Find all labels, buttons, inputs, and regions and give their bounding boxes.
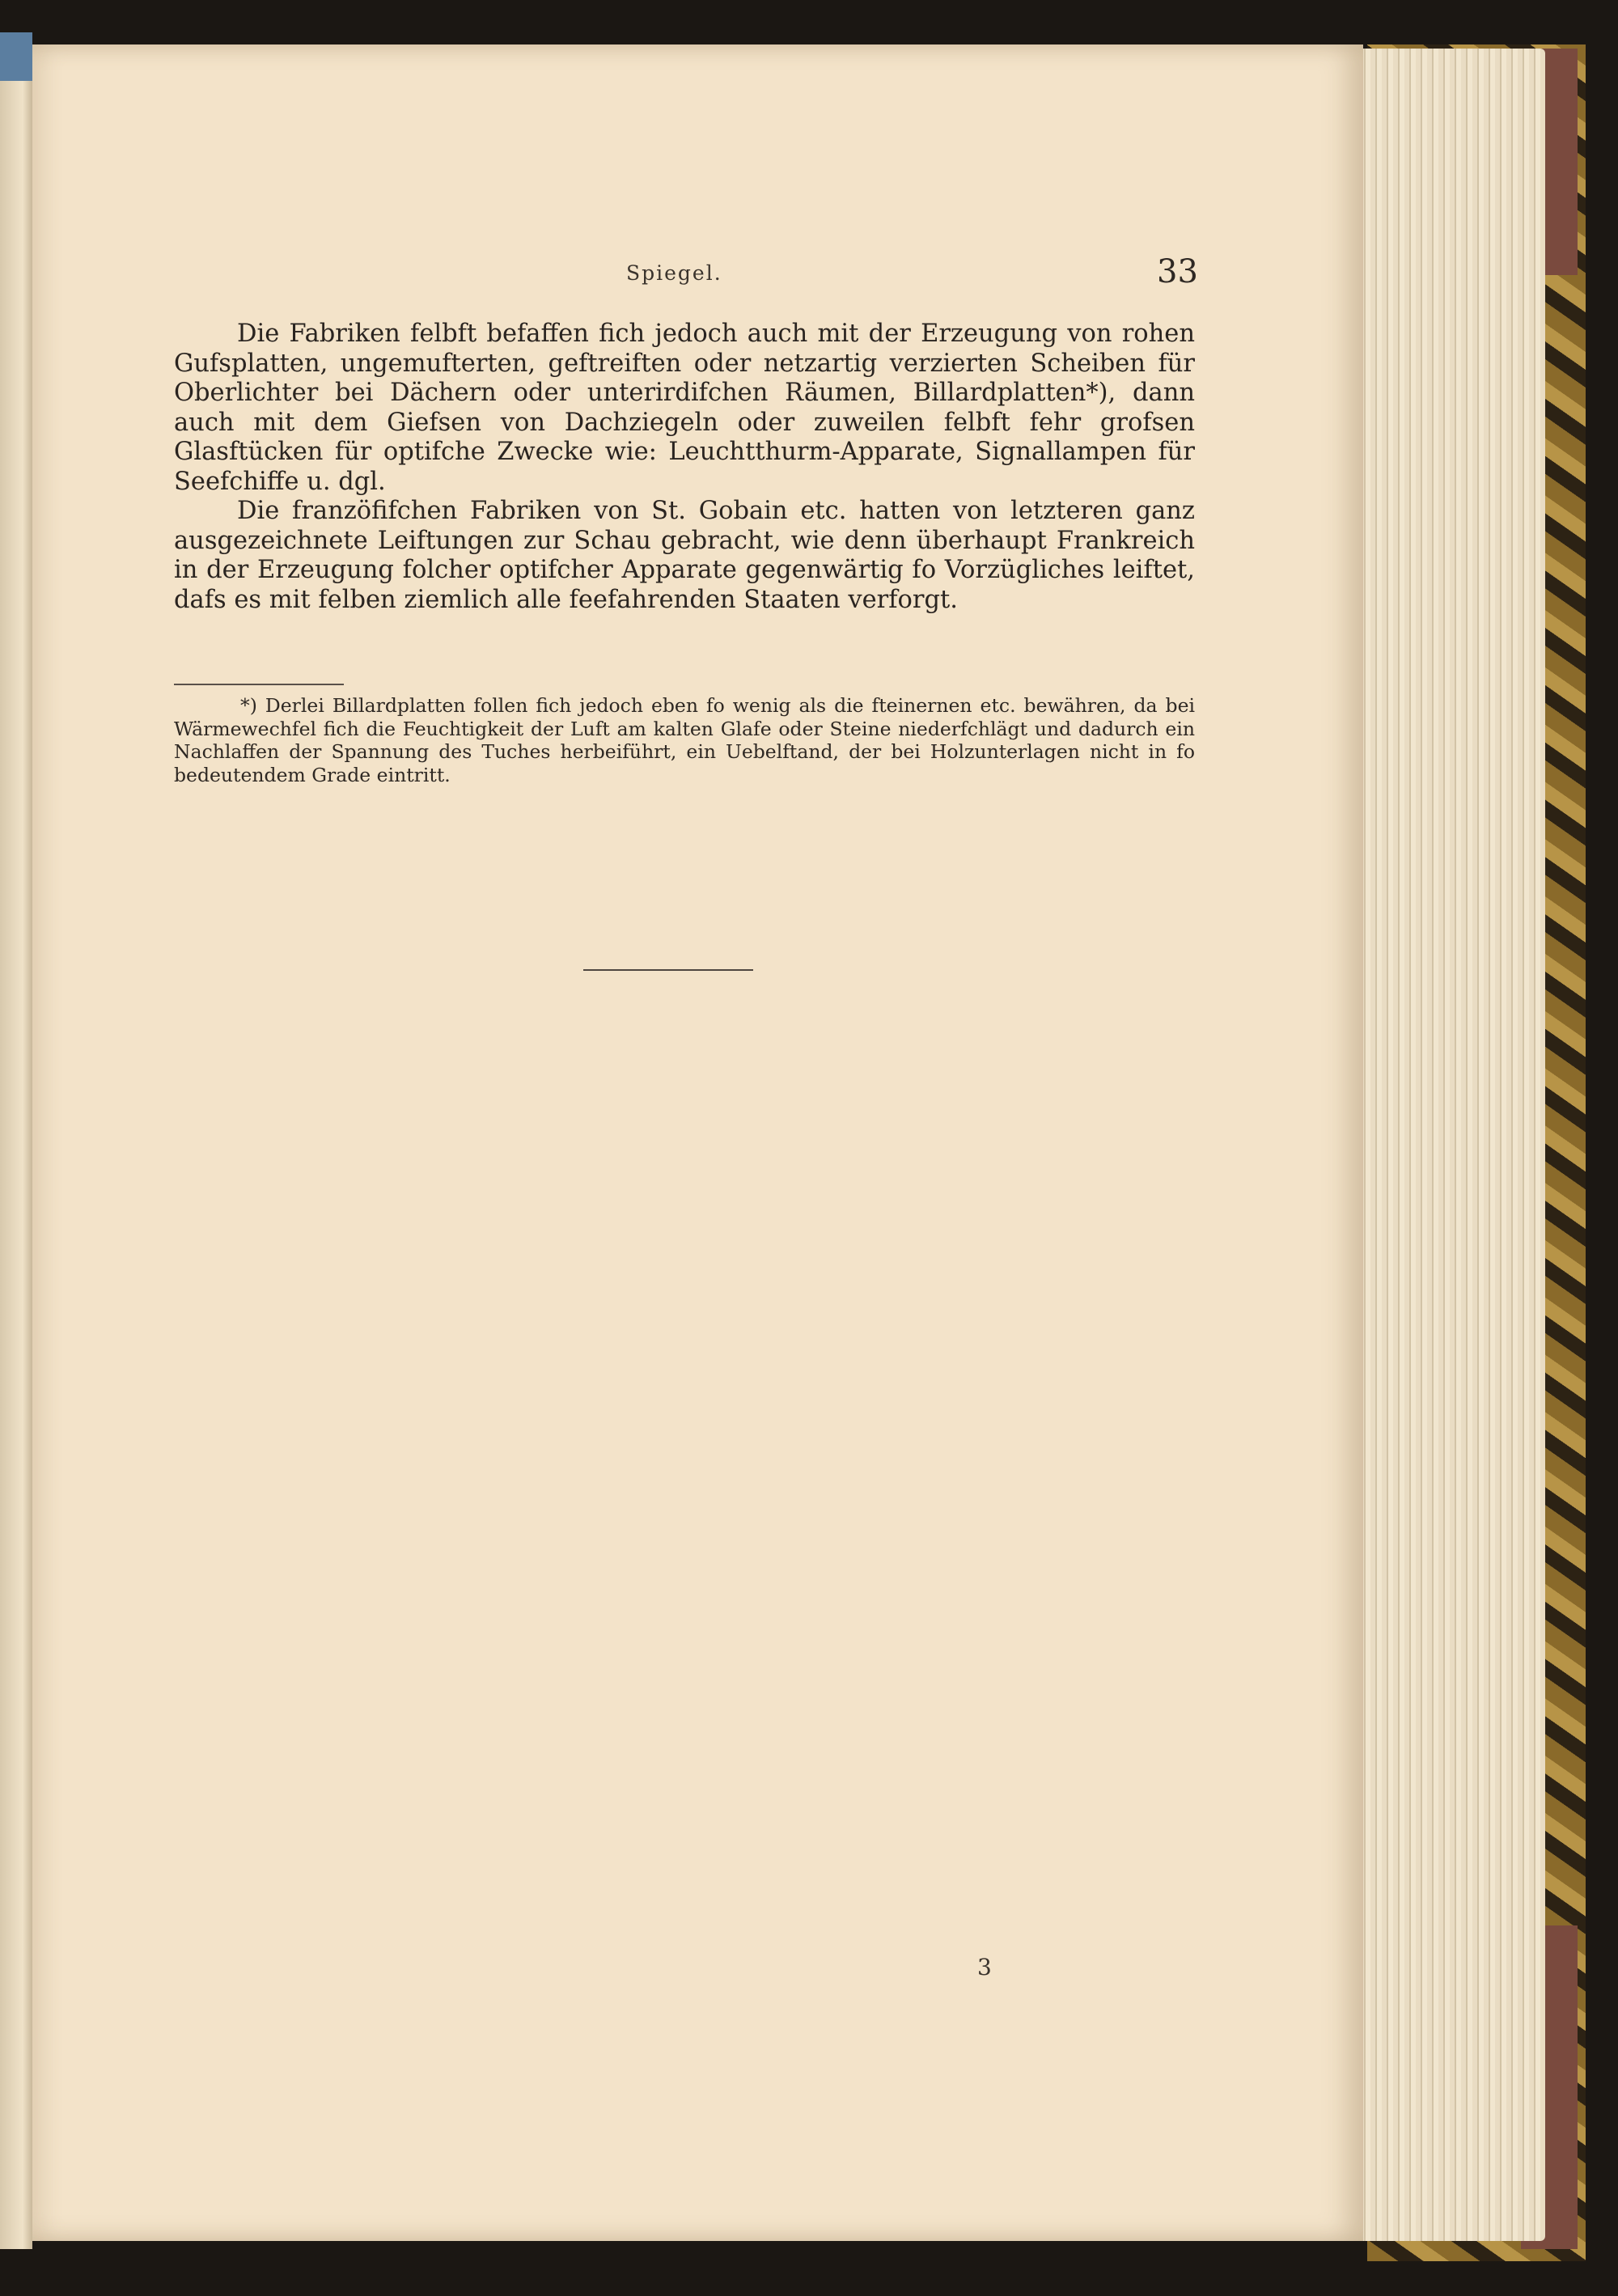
page-stack (1359, 49, 1545, 2241)
signature-mark: 3 (977, 1954, 992, 1980)
page-number: 33 (1157, 253, 1198, 290)
binding-cloth (0, 32, 32, 81)
footnote-rule (174, 684, 344, 685)
paragraph: Die franzöfifchen Fabriken von St. Gobain etc. hatten von letzteren ganz ausgezeichnete Leiftungen zur Schau gebracht, wie denn überhaupt Frankreich in der Erzeugung folcher optifcher Apparate gegenwärtig fo Vorzügliches leiftet, dafs es mit felben ziemlich alle feefahrenden Staaten verforgt. (174, 497, 1195, 614)
left-page-edge (0, 32, 32, 2249)
body-text (174, 320, 1195, 615)
end-rule (583, 969, 753, 971)
book-page (32, 44, 1363, 2241)
running-header: Spiegel. (626, 261, 722, 285)
footnote: *) Derlei Billardplatten follen fich jedoch eben fo wenig als die fteinernen etc. bewähren, da bei Wärmewechfel fich die Feuchtigkeit der Luft am kalten Glafe oder Steine niederfchlägt und dadurch ein Nachlaffen der Spannung des Tuches herbeiführt, ein Uebelftand, der bei Holzunterlagen nicht in fo bedeutendem Grade eintritt. (174, 694, 1195, 786)
paragraph: Die Fabriken felbft befaffen fich jedoch auch mit der Erzeugung von rohen Gufsplatten, ungemufterten, geftreiften oder netzartig verzierten Scheiben für Oberlichter bei Dächern oder unterirdifchen Räumen, Billardplatten*), dann auch mit dem Giefsen von Dachziegeln oder zuweilen felbft fehr grofsen Glasftücken für optifche Zwecke wie: Leuchtthurm-Apparate, Signallampen für Seefchiffe u. dgl. (174, 320, 1195, 496)
